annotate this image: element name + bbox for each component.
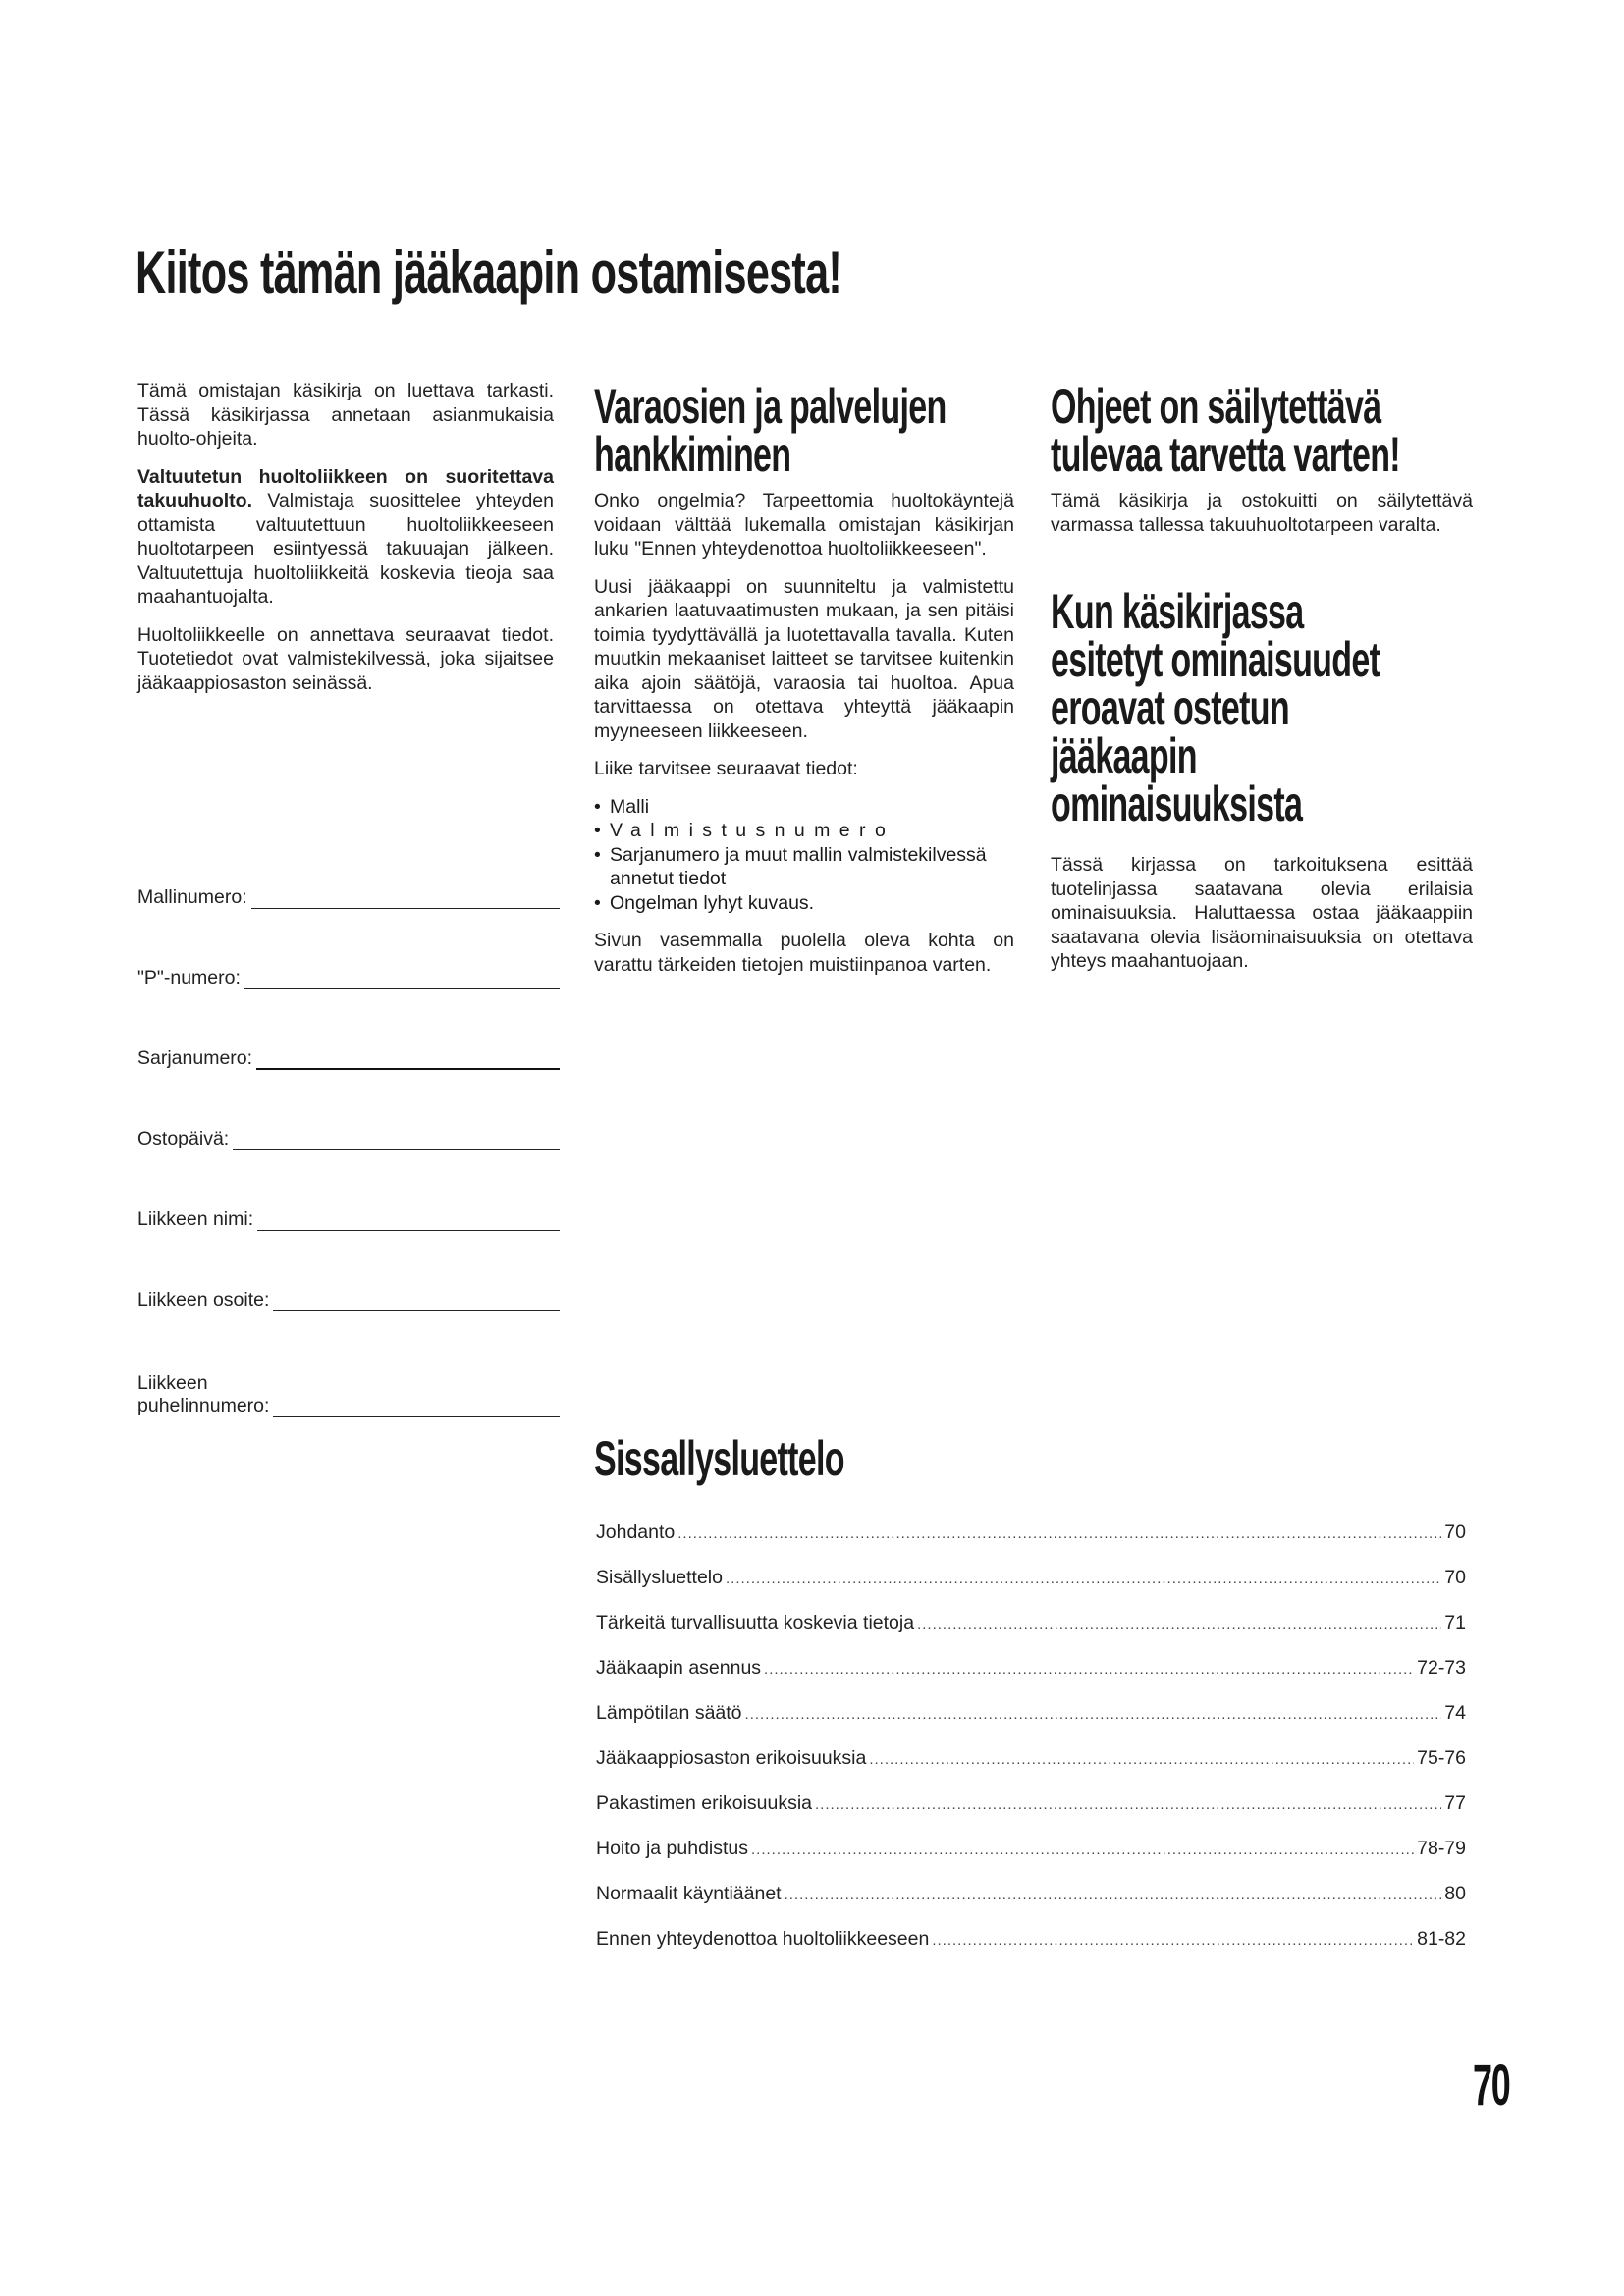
purchase-date-line[interactable] bbox=[233, 1130, 560, 1150]
page-title: Kiitos tämän jääkaapin ostamisesta! bbox=[135, 240, 842, 305]
keep-heading-line1: Ohjeet on säilytettävä bbox=[1051, 379, 1381, 434]
features-heading-line2: esitetyt ominaisuudet bbox=[1051, 632, 1380, 687]
warranty-bold-text: Valtuutetun huoltoliikkeen on suoritettava takuuhuolto. bbox=[137, 465, 554, 511]
toc-entry[interactable] bbox=[596, 1567, 1466, 1612]
parts-paragraph-2: Uusi jääkaappi on suunniteltu ja valmistettu ankarien laatuvaatimusten mukaan, ja sen pitäisi toimia tyydyttävällä ja luotettavalla tavalla. Kuten muutkin mekaaniset laitteet se tarvitsee kuitenkin aika ajoin säätöjä, varaosia tai huoltoa. Apua tarvittaessa on otettava yhteyttä jääkaapin myyneeseen liikkeeseen. bbox=[594, 575, 1014, 742]
store-phone-field[interactable] bbox=[137, 1362, 560, 1417]
toc-entry-page: 74 bbox=[1444, 1702, 1466, 1724]
store-name-label: Liikkeen nimi: bbox=[137, 1208, 254, 1230]
toc-entry[interactable] bbox=[596, 1657, 1466, 1702]
toc-entry[interactable] bbox=[596, 1612, 1466, 1657]
parts-heading-line2: hankkiminen bbox=[594, 427, 791, 482]
toc-entry[interactable] bbox=[596, 1928, 1466, 1973]
model-number-label: Mallinumero: bbox=[137, 886, 247, 908]
store-phone-label-line1: Liikkeen bbox=[137, 1372, 208, 1394]
toc-heading: Sissallysluettelo bbox=[594, 1431, 844, 1486]
p-number-field[interactable] bbox=[137, 960, 560, 989]
intro-column bbox=[137, 379, 554, 709]
toc-entry[interactable] bbox=[596, 1838, 1466, 1883]
toc-entry-title: Lämpötilan säätö bbox=[596, 1702, 742, 1724]
keep-heading bbox=[1051, 379, 1473, 489]
toc-entry-title: Pakastimen erikoisuuksia bbox=[596, 1792, 813, 1814]
toc-leader bbox=[917, 1616, 1441, 1632]
toc-entry-page: 75-76 bbox=[1417, 1747, 1466, 1769]
toc-heading-wrap bbox=[594, 1431, 962, 1486]
features-paragraph: Tässä kirjassa on tarkoituksena esittää tuotelinjassa saatavana olevia erilaisia ominaisuuksia. Haluttaessa ostaa jääkaappiin saatavana olevia lisäominaisuuksia on otettava yhteys maahantuojaan. bbox=[1051, 854, 1473, 972]
intro-paragraph-1: Tämä omistajan käsikirja on luettava tarkasti. Tässä käsikirjassa annetaan asianmukaisia huolto-ohjeita. bbox=[137, 380, 554, 450]
toc-leader bbox=[869, 1751, 1414, 1768]
toc-leader bbox=[751, 1842, 1414, 1858]
toc-leader bbox=[785, 1887, 1442, 1903]
features-heading-line1: Kun käsikirjassa bbox=[1051, 584, 1304, 639]
page-number: 70 bbox=[1473, 2054, 1510, 2117]
toc-entry-page: 70 bbox=[1444, 1522, 1466, 1543]
list-item: • Valmistusnumero bbox=[594, 819, 1014, 843]
store-address-line[interactable] bbox=[273, 1291, 560, 1311]
toc-leader bbox=[932, 1932, 1414, 1949]
parts-paragraph-1: Onko ongelmia? Tarpeettomia huoltokäyntejä voidaan välttää lukemalla omistajan käsikirjan luku "Ennen yhteydenottoa huoltoliikkeeseen". bbox=[594, 490, 1014, 560]
features-heading-line5: ominaisuuksista bbox=[1051, 776, 1303, 831]
toc-entry-page: 72-73 bbox=[1417, 1657, 1466, 1679]
features-heading bbox=[1051, 584, 1473, 853]
toc-entry-page: 71 bbox=[1444, 1612, 1466, 1633]
toc-entry-title: Sisällysluettelo bbox=[596, 1567, 723, 1588]
toc-entry[interactable] bbox=[596, 1792, 1466, 1838]
record-fields bbox=[137, 880, 560, 1468]
parts-paragraph-3: Liike tarvitsee seuraavat tiedot: bbox=[594, 758, 858, 779]
toc-entry[interactable] bbox=[596, 1702, 1466, 1747]
store-phone-label bbox=[137, 1372, 273, 1417]
p-number-line[interactable] bbox=[244, 969, 560, 989]
toc-entry-title: Ennen yhteydenottoa huoltoliikkeeseen bbox=[596, 1928, 930, 1949]
model-number-line[interactable] bbox=[251, 888, 560, 909]
warranty-text: Valmistaja suosittelee yhteyden ottamista valtuutettuun huoltoliikkeeseen huoltotarpeen esiintyessä takuuajan jälkeen. Valtuutettuja huoltoliikkeitä koskevia tieoja saa maahantuojalta. bbox=[137, 490, 554, 608]
store-address-field[interactable] bbox=[137, 1282, 560, 1311]
p-number-label: "P"-numero: bbox=[137, 967, 241, 988]
parts-bullet-list bbox=[594, 795, 1014, 916]
keep-heading-line2: tulevaa tarvetta varten! bbox=[1051, 427, 1400, 482]
toc-entry-title: Hoito ja puhdistus bbox=[596, 1838, 749, 1859]
features-heading-line4: jääkaapin bbox=[1051, 728, 1197, 783]
toc-entry-title: Johdanto bbox=[596, 1522, 676, 1543]
list-item: • Sarjanumero ja muut mallin valmistekilvessä annetut tiedot bbox=[594, 843, 1014, 891]
list-item: • Malli bbox=[594, 795, 1014, 820]
model-number-field[interactable] bbox=[137, 880, 560, 909]
toc-entry[interactable] bbox=[596, 1522, 1466, 1567]
keep-paragraph: Tämä käsikirja ja ostokuitti on säilytettävä varmassa tallessa takuuhuoltotarpeen varalta. bbox=[1051, 490, 1473, 536]
toc-entry[interactable] bbox=[596, 1747, 1466, 1792]
toc-entry-page: 77 bbox=[1444, 1792, 1466, 1814]
serial-number-label: Sarjanumero: bbox=[137, 1047, 253, 1069]
store-address-label: Liikkeen osoite: bbox=[137, 1289, 270, 1310]
parts-paragraph-4: Sivun vasemmalla puolella oleva kohta on varattu tärkeiden tietojen muistiinpanoa varten. bbox=[594, 930, 1014, 976]
serial-number-line[interactable] bbox=[256, 1048, 560, 1070]
list-item: • Ongelman lyhyt kuvaus. bbox=[594, 891, 1014, 916]
toc-entry-title: Jääkaappiosaston erikoisuuksia bbox=[596, 1747, 867, 1769]
serial-number-field[interactable] bbox=[137, 1041, 560, 1070]
intro-paragraph-3: Huoltoliikkeelle on annettava seuraavat tiedot. Tuotetiedot ovat valmistekilvessä, joka sijaitsee jääkaappiosaston seinässä. bbox=[137, 623, 554, 694]
toc-leader bbox=[677, 1525, 1441, 1542]
parts-heading bbox=[594, 379, 1014, 489]
store-name-line[interactable] bbox=[257, 1210, 560, 1231]
store-phone-line[interactable] bbox=[273, 1397, 560, 1417]
keep-column bbox=[1051, 379, 1473, 988]
toc-entry-page: 78-79 bbox=[1417, 1838, 1466, 1859]
toc-leader bbox=[815, 1796, 1441, 1813]
store-name-field[interactable] bbox=[137, 1201, 560, 1231]
purchase-date-label: Ostopäivä: bbox=[137, 1128, 230, 1149]
store-phone-label-line2: puhelinnumero: bbox=[137, 1395, 270, 1416]
toc-entry-page: 81-82 bbox=[1417, 1928, 1466, 1949]
toc-leader bbox=[745, 1706, 1442, 1723]
toc-leader bbox=[764, 1661, 1414, 1678]
toc-entry[interactable] bbox=[596, 1883, 1466, 1928]
toc-entry-title: Tärkeitä turvallisuutta koskevia tietoja bbox=[596, 1612, 915, 1633]
toc-entry-page: 70 bbox=[1444, 1567, 1466, 1588]
parts-column bbox=[594, 379, 1014, 990]
toc-entry-title: Jääkaapin asennus bbox=[596, 1657, 762, 1679]
features-heading-line3: eroavat ostetun bbox=[1051, 680, 1289, 735]
toc-leader bbox=[726, 1571, 1441, 1587]
intro-paragraph-2 bbox=[137, 465, 554, 610]
toc-entry-title: Normaalit käyntiäänet bbox=[596, 1883, 782, 1904]
purchase-date-field[interactable] bbox=[137, 1121, 560, 1150]
table-of-contents bbox=[596, 1522, 1466, 1973]
toc-entry-page: 80 bbox=[1444, 1883, 1466, 1904]
parts-heading-line1: Varaosien ja palvelujen bbox=[594, 379, 947, 434]
